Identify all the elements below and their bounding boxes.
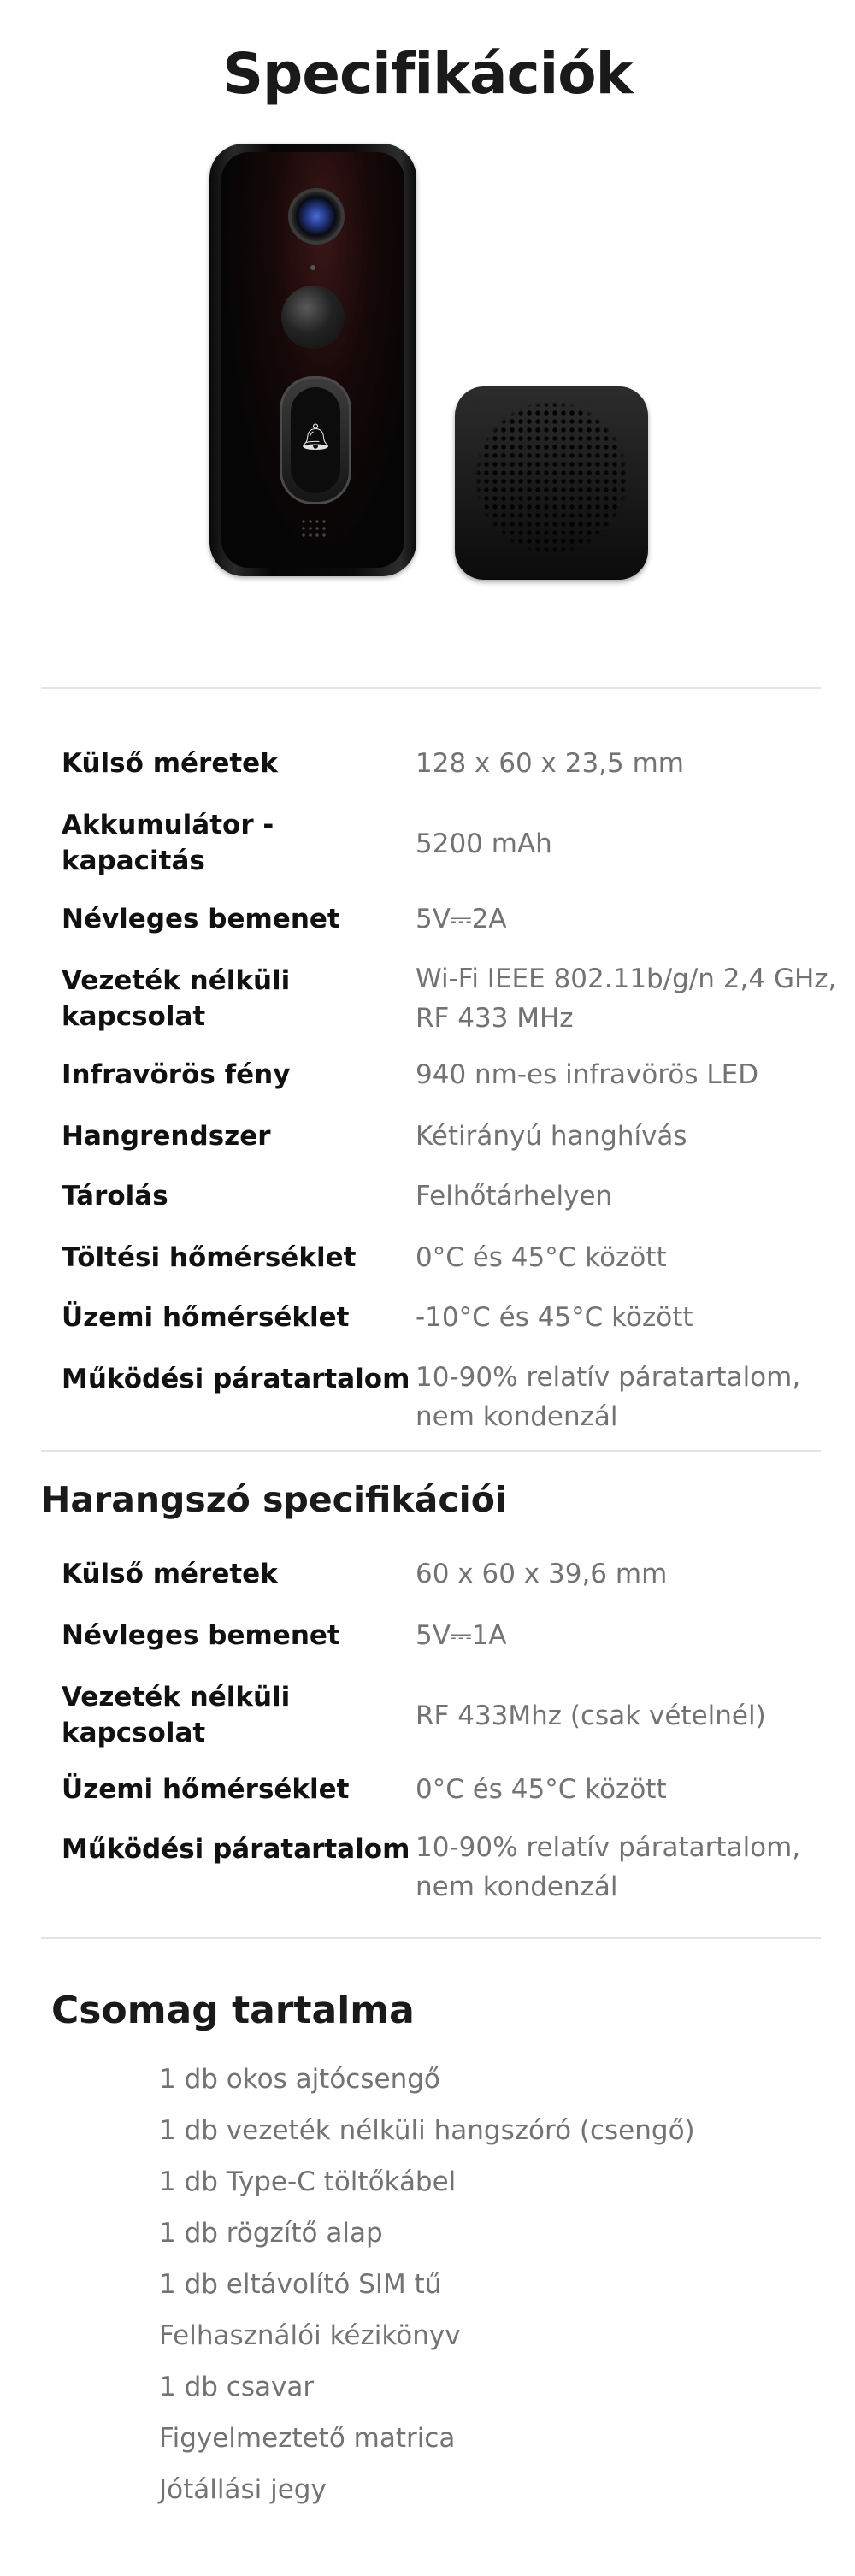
spec-value: 128 x 60 x 23,5 mm [416,748,684,779]
spec-label: Névleges bemenet [62,1620,340,1651]
spec-value: Wi-Fi IEEE 802.11b/g/n 2,4 GHz, RF 433 MHz [416,964,837,1034]
package-item: 1 db okos ajtócsengő [159,2064,440,2095]
bell-icon: 🔔︎ [291,387,340,493]
spec-value: RF 433Mhz (csak vételnél) [416,1701,766,1731]
spec-value: 0°C és 45°C között [416,1774,667,1805]
spec-label: Névleges bemenet [62,904,340,934]
doorbell-image [209,144,416,576]
motion-sensor-icon [281,286,345,349]
divider [41,1450,821,1452]
spec-label: Infravörös fény [62,1059,291,1090]
indicator-light [310,265,315,270]
spec-value: Kétirányú hanghívás [416,1121,687,1152]
spec-value: 10-90% relatív páratartalom, nem kondenzál [416,1362,801,1432]
spec-value: 60 x 60 x 39,6 mm [416,1559,668,1589]
package-item: Jótállási jegy [159,2474,327,2505]
microphone-icon [300,518,326,537]
package-section-title: Csomag tartalma [51,1989,415,2032]
spec-label: Működési páratartalom [62,1834,410,1865]
spec-value: 5V⎓2A [416,904,507,934]
package-item: 1 db csavar [159,2372,315,2402]
spec-label: Akkumulátor -kapacitás [62,810,274,876]
spec-label: Tárolás [62,1181,168,1211]
package-item: 1 db vezeték nélküli hangszóró (csengő) [159,2115,695,2146]
camera-lens-icon [288,188,345,245]
spec-label: Üzemi hőmérséklet [62,1302,350,1333]
package-item: 1 db Type-C töltőkábel [159,2166,457,2197]
spec-label: Vezeték nélküli kapcsolat [62,965,291,1032]
speaker-grill [474,400,629,556]
spec-label: Működési páratartalom [62,1364,410,1394]
spec-value: 10-90% relatív páratartalom, nem kondenzál [416,1832,801,1902]
doorbell-button [280,376,351,504]
spec-value: 5V⎓1A [416,1620,507,1651]
package-item: Figyelmeztető matrica [159,2423,456,2454]
spec-label: Hangrendszer [62,1121,271,1152]
spec-value: 5200 mAh [416,828,552,859]
spec-value: 940 nm-es infravörös LED [416,1059,759,1090]
spec-label: Üzemi hőmérséklet [62,1774,350,1805]
spec-label: Külső méretek [62,748,278,779]
chime-section-title: Harangszó specifikációi [41,1479,507,1520]
spec-value: -10°C és 45°C között [416,1302,693,1333]
chime-speaker-image [455,386,648,580]
spec-value: Felhőtárhelyen [416,1181,613,1211]
spec-label: Töltési hőmérséklet [62,1242,357,1273]
package-item: 1 db eltávolító SIM tű [159,2269,442,2300]
package-item: Felhasználói kézikönyv [159,2320,461,2351]
spec-value: 0°C és 45°C között [416,1242,667,1273]
page-title: Specifikációk [222,41,633,107]
spec-label: Vezeték nélküli kapcsolat [62,1682,291,1748]
divider [41,687,821,689]
package-item: 1 db rögzítő alap [159,2218,383,2249]
divider [41,1937,821,1939]
spec-label: Külső méretek [62,1559,278,1589]
